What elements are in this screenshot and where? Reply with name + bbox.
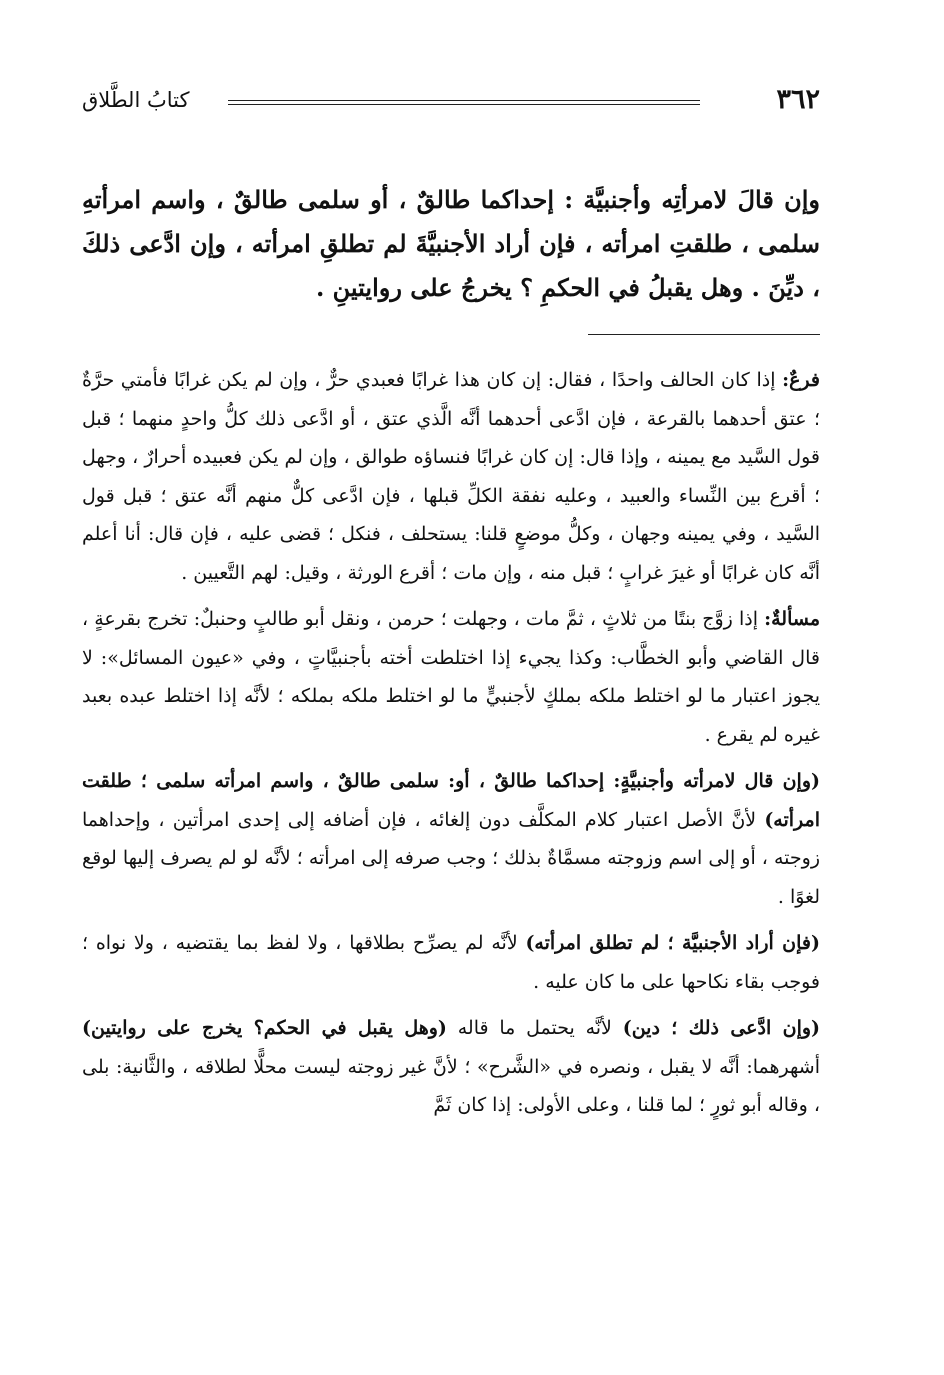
quoted-matn: (وهل يقبل في الحكم؟ يخرج على روايتين): [82, 1017, 447, 1039]
masala-text: إذا زوَّج بنتًا من ثلاثٍ ، ثمَّ مات ، وجهلت ؛ حرمن ، ونقل أبو طالبٍ وحنبلٌ: تخرج بقرعةٍ ، قال القاضي وأبو الخطَّاب: وكذا يجيء إذا اختلطت أخته بأجنبيَّاتٍ ، وفي «عيون المسائل»: لا يجوز اعتبار ما لو اختلط ملكه بملكٍ لأجنبيٍّ ما لو اختلط ملكه بملكه ؛ لأنَّه إذا اختلط عبده بعبد غيره لم يقرع .: [82, 608, 820, 746]
explanation-text: لأنَّ الأصل اعتبار كلام المكلَّف دون إلغائه ، فإن أضافه إلى إحدى امرأتين ، وإحداهما زوجته ، أو إلى اسم وزوجته مسمَّاةٌ بذلك ؛ وجب صرفه إلى امرأته ؛ لأنَّه لو لم يصرف إليها لوقع لغوًا .: [82, 808, 820, 908]
commentary-paragraph-masala: [82, 600, 820, 754]
separator-rule: [588, 334, 820, 335]
main-text: وإن قالَ لامرأتِه وأجنبيَّة : إحداكما طالقٌ ، أو سلمى طالقٌ ، واسم امرأتهِ سلمى ، طلقتِ امرأته ، فإن أراد الأجنبيَّةَ لم تطلقِ امرأته ، وإن ادَّعى ذلكَ ، ديِّنَ . وهل يقبلُ في الحكمِ ؟ يخرجُ على روايتينِ .: [82, 185, 820, 302]
quoted-matn: (فإن أراد الأجنبيَّة ؛ لم تطلق امرأته): [525, 932, 820, 954]
running-title: كتابُ الطَّلاق: [82, 88, 190, 112]
commentary: [82, 361, 820, 1125]
commentary-paragraph-3: [82, 762, 820, 916]
commentary-paragraph-4: [82, 924, 820, 1001]
quoted-matn: (وإن قال لامرأته وأجنبيَّةٍ: إحداكما طالقٌ ، أو: سلمى طالقٌ ، واسم امرأته سلمى ؛ طلقت امرأته): [82, 770, 820, 831]
page-header: [82, 80, 820, 124]
page-number: ٣٦٢: [776, 84, 820, 115]
far-heading: فرعٌ:: [782, 369, 820, 391]
header-rule: [228, 100, 700, 105]
masala-heading: مسألةٌ:: [764, 608, 820, 630]
explanation-text: أشهرهما: أنَّه لا يقبل ، ونصره في «الشَّرح» ؛ لأنَّ غير زوجته ليست محلًّا لطلاقه ، والثَّانية: بلى ، وقاله أبو ثورٍ ؛ لما قلنا ، وعلى الأولى: إذا كان ثَمَّ: [82, 1055, 820, 1116]
book-page: [82, 80, 820, 1133]
quoted-matn: (وإن ادَّعى ذلك ؛ دين): [622, 1017, 821, 1039]
commentary-paragraph-far: [82, 361, 820, 592]
far-text: إذا كان الحالف واحدًا ، فقال: إن كان هذا غرابًا فعبدي حرٌّ ، وإن لم يكن غرابًا فأمتي حرَّةٌ ؛ عتق أحدهما بالقرعة ، فإن ادَّعى أحدهما أنَّه الَّذي عتق ، أو ادَّعى ذلك كلُّ واحدٍ منهما ؛ قبل قول السَّيد مع يمينه ، وإذا قال: إن كان غرابًا فنساؤه طوالق ، وإن لم يكن فعبيده أحرارٌ ، وجهل ؛ أقرع بين النِّساء والعبيد ، وعليه نفقة الكلِّ قبلها ، فإن ادَّعى كلٌّ منهم أنَّه عتق ؛ قبل قول السَّيد ، وفي يمينه وجهان ، وكلُّ موضعٍ قلنا: يستحلف ، فنكل ؛ قضى عليه ، فإن قال: أنا أعلم أنَّه كان غرابًا أو غيرَ غرابٍ ؛ قبل منه ، وإن مات ؛ أقرع الورثة ، وقيل: لهم التَّعيين .: [82, 369, 820, 584]
explanation-text: لأنَّه يحتمل ما قاله: [446, 1017, 623, 1039]
explanation-text: لأنَّه لم يصرِّح بطلاقها ، ولا لفظ بما يقتضيه ، ولا نواه ؛ فوجب بقاء نكاحها على ما كان عليه .: [82, 932, 820, 993]
commentary-paragraph-5: [82, 1009, 820, 1125]
